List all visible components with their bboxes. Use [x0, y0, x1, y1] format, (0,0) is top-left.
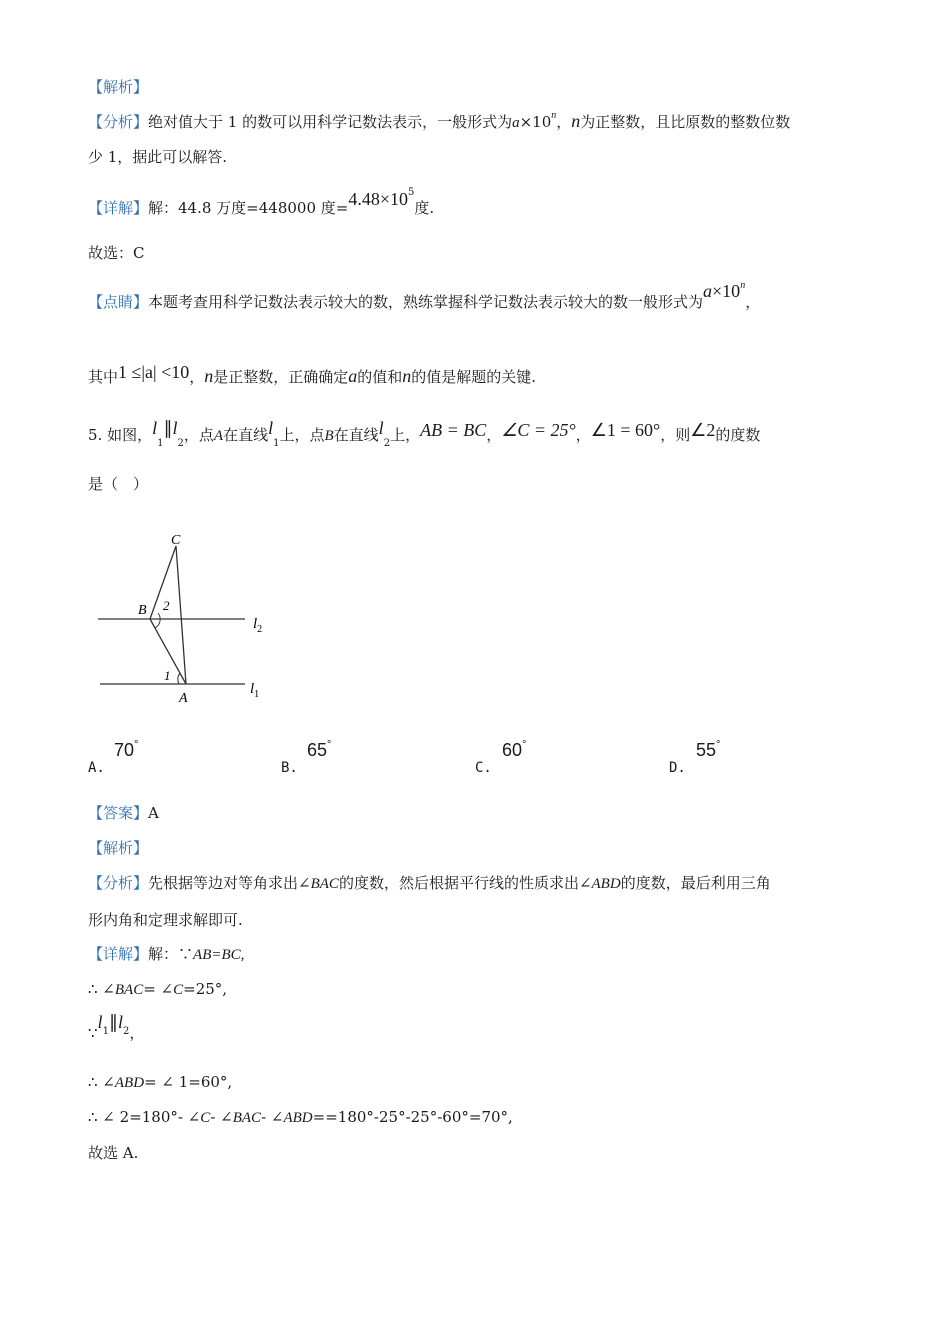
question-5-line-1	[88, 418, 761, 449]
comma: ，	[189, 368, 205, 386]
text-mid: 是正整数，正确确定	[213, 368, 349, 386]
a5-step3-s2: 2	[122, 1026, 130, 1037]
answer-tag: 【答案】	[88, 804, 149, 822]
q5-sa: 1	[273, 438, 280, 449]
option-c-value: 60°	[502, 739, 527, 760]
a5-step2-bac: BAC	[114, 982, 144, 998]
q5-t4: 在直线	[333, 426, 379, 444]
option-c-letter: C.	[475, 760, 492, 776]
jiexi-tag-2: 【解析】	[88, 839, 149, 857]
fenxi-tag: 【分析】	[88, 113, 149, 131]
times-ten: ×10	[519, 113, 552, 131]
a5-step3	[88, 1012, 145, 1046]
dianjing-comma: ，	[745, 293, 761, 311]
angle-2-arc	[155, 613, 160, 628]
xiangjie-tag: 【详解】	[88, 199, 149, 217]
a5-step4-abd: ABD	[114, 1075, 145, 1091]
text-post: 的值是解题的关键.	[411, 368, 537, 386]
fenxi-line-2: 少 1，据此可以解答.	[88, 148, 228, 166]
label-l2: $l_2$	[253, 616, 263, 635]
dianjing-line-1	[88, 280, 761, 315]
q5-prefix: 5. 如图，	[88, 426, 153, 444]
q5-t5: 上，	[390, 426, 421, 444]
a5-fenxi-2: 的度数，然后根据平行线的性质求出∠	[338, 874, 592, 892]
q5-B: B	[324, 428, 334, 444]
var-a-2: a	[348, 366, 358, 386]
q5-parallel: ∥	[163, 418, 173, 438]
a5-step3-par: ∥	[108, 1012, 118, 1032]
a5-step2-c: C	[173, 982, 184, 998]
q5-t1: ，点	[183, 426, 214, 444]
xiangjie-post: 度.	[414, 199, 435, 217]
label-A: A	[179, 691, 188, 706]
exp-n: n	[551, 110, 557, 121]
a5-step5-c: C	[200, 1110, 211, 1126]
question-5-line-2: 是（ ）	[88, 475, 149, 493]
a5-fenxi-line-1	[88, 873, 771, 894]
a5-step1-pre: 解：∵	[148, 945, 194, 963]
q5-s1: 1	[157, 438, 164, 449]
a5-step4-post: = ∠ 1=60°,	[144, 1073, 233, 1091]
qizhong: 其中	[88, 368, 119, 386]
jiexi-tag-1: 【解析】	[88, 78, 149, 96]
q5-t3: 上，点	[279, 426, 325, 444]
angle-1-arc	[178, 673, 180, 684]
q5-l1: l	[152, 418, 158, 438]
segment-CA	[176, 546, 186, 684]
sci-notation: 4.48×10	[348, 189, 409, 209]
a5-step2-post: =25°,	[183, 980, 228, 998]
sci-exp: 5	[408, 187, 415, 198]
geometry-figure	[90, 528, 280, 708]
a5-step3-l1: l	[97, 1012, 103, 1032]
q5-t7: 的度数	[715, 426, 761, 444]
a5-fenxi-3: 的度数，最后利用三角	[620, 874, 771, 892]
var-n: n	[571, 111, 581, 131]
a5-step4-pre: ∴ ∠	[88, 1073, 115, 1091]
a5-step5-bac: BAC	[232, 1110, 262, 1126]
q5-sb: 2	[383, 438, 391, 449]
q5-eq1: AB = BC	[420, 420, 487, 440]
a5-xiangjie-tag: 【详解】	[88, 945, 149, 963]
option-a-value: 70°	[114, 739, 139, 760]
dianjing-tag: 【点睛】	[88, 293, 149, 311]
a5-step5-m1: - ∠	[210, 1108, 233, 1126]
a5-step3-s1: 1	[102, 1026, 109, 1037]
a5-step4	[88, 1072, 232, 1093]
a5-fenxi-abd: ABD	[591, 876, 621, 892]
choice-line: 故选：C	[88, 244, 145, 262]
a5-fenxi-1: 先根据等边对等角求出∠	[148, 874, 311, 892]
q5-c2: ，	[575, 426, 591, 444]
label-angle-1: 1	[164, 668, 171, 683]
q5-lb: l	[378, 418, 384, 438]
var-n-3: n	[402, 366, 412, 386]
var-n-2: n	[204, 366, 214, 386]
option-b-letter: B.	[281, 760, 298, 776]
label-C: C	[171, 533, 181, 548]
q5-eq2: ∠C = 25°	[501, 420, 576, 440]
option-a-letter: A.	[88, 760, 105, 776]
q5-eq3: ∠1 = 60°	[590, 420, 661, 440]
option-d-value: 55°	[696, 739, 721, 760]
fenxi-line-1	[88, 111, 790, 135]
q5-eq4: ∠2	[690, 420, 716, 440]
a5-step5	[88, 1107, 513, 1128]
q5-s2: 2	[177, 438, 184, 449]
answer-line	[88, 803, 159, 823]
fenxi-text-post: 为正整数，且比原数的整数位数	[580, 113, 791, 131]
a5-fenxi-tag: 【分析】	[88, 874, 149, 892]
a5-step5-m2: - ∠	[261, 1108, 284, 1126]
option-b-value: 65°	[307, 739, 332, 760]
a5-step3-pre: ∵	[88, 1024, 98, 1042]
q5-t6: ，则	[660, 426, 691, 444]
q5-A: A	[213, 428, 224, 444]
var-a: a	[512, 115, 520, 131]
q5-la: l	[268, 418, 274, 438]
dianjing-times: ×10	[712, 281, 741, 301]
a5-step2-mid: = ∠	[143, 980, 174, 998]
text-mid2: 的值和	[357, 368, 403, 386]
a5-step2	[88, 979, 227, 1000]
a5-step5-pre: ∴ ∠ 2=180°- ∠	[88, 1108, 201, 1126]
a5-step3-l2: l	[117, 1012, 123, 1032]
dianjing-n: n	[740, 280, 746, 291]
a5-step1	[88, 944, 244, 965]
label-l1: $l_1$	[250, 681, 260, 700]
a5-step5-post: ==180°-25°-25°-60°=70°,	[312, 1108, 513, 1126]
a5-step1-eq: AB=BC,	[193, 947, 245, 963]
a5-step5-abd: ABD	[283, 1110, 313, 1126]
sep: ，	[556, 113, 572, 131]
q5-l2: l	[172, 418, 178, 438]
a5-fenxi-bac: BAC	[310, 876, 339, 892]
fenxi-text: 绝对值大于 1 的数可以用科学记数法表示，一般形式为	[148, 113, 513, 131]
xiangjie-line	[88, 187, 435, 221]
dianjing-line-2	[88, 362, 537, 387]
option-d-letter: D.	[669, 760, 686, 776]
dianjing-text: 本题考查用科学记数法表示较大的数，熟练掌握科学记数法表示较大的数一般形式为	[148, 293, 704, 311]
dianjing-a: a	[703, 281, 713, 301]
inequality: 1 ≤|a| <10	[118, 362, 190, 382]
a5-fenxi-line-2: 形内角和定理求解即可.	[88, 911, 243, 929]
a5-conclusion: 故选 A.	[88, 1144, 139, 1162]
q5-t2: 在直线	[223, 426, 269, 444]
label-angle-2: 2	[163, 598, 170, 613]
label-B: B	[138, 603, 147, 618]
xiangjie-text: 解：44.8 万度=448000 度=	[148, 199, 349, 217]
a5-step3-post: ，	[129, 1024, 145, 1042]
q5-c1: ，	[486, 426, 502, 444]
answer-value: A	[148, 804, 159, 822]
a5-step2-pre: ∴ ∠	[88, 980, 115, 998]
